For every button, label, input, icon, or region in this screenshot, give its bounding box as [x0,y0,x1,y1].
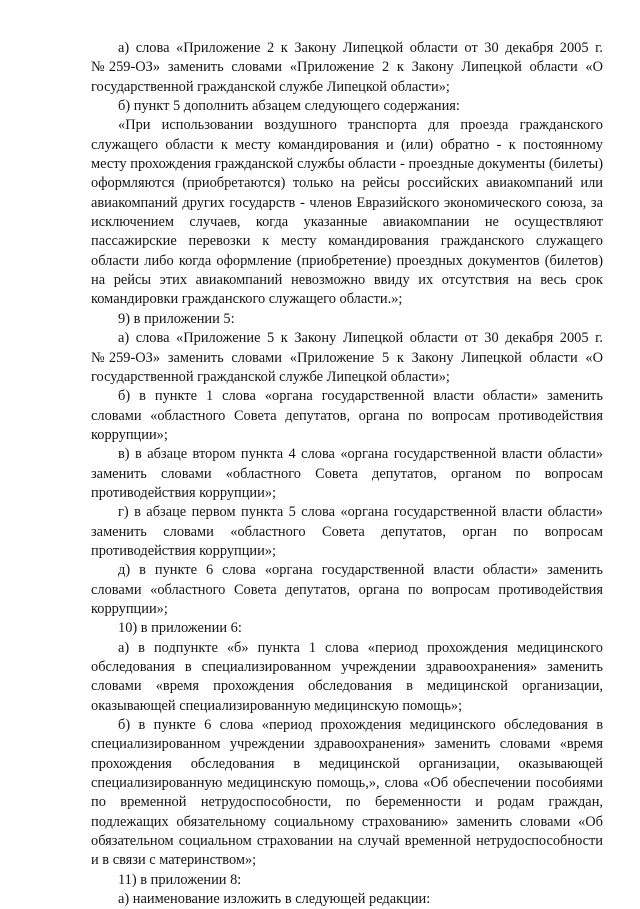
paragraph-appendix-8-heading: 11) в приложении 8: [118,871,242,888]
paragraph-appendix-5-item-1: б) в пункте 1 слова «органа государственной власти области» заменить словами «областного Совета депутатов, органа по вопросам противодействия коррупции»; [91,388,603,443]
paragraph-appendix-5-item-5: г) в абзаце первом пункта 5 слова «органа государственной власти области» заменить словами «областного Совета депутатов, орган по вопросам противодействия коррупции»; [91,504,603,559]
paragraph-appendix-8-name: а) наименование изложить в следующей редакции: [118,891,431,908]
paragraph-appendix-5-heading: 9) в приложении 5: [118,310,235,327]
paragraph-appendix-6-item-6: б) в пункте 6 слова «период прохождения медицинского обследования в специализированном учреждении здравоохранения» заменить словами «время прохождения обследования в медицинской организации, оказывающей специализированную медицинскую помощь,», слова «Об обеспечении пособиями по временной нетрудоспособности, по беременности и родам граждан, подлежащих обязательному социальному страхованию» заменить словами «Об обязательном социальном страховании на случай временной нетрудоспособности и в связи с материнством»; [91,717,603,869]
paragraph-amend-appendix-2-title: а) слова «Приложение 2 к Закону Липецкой области от 30 декабря 2005 г. №259-ОЗ» заменить словами «Приложение 2 к Закону Липецкой области «О государственной гражданской службе Липецкой области»; [91,40,603,95]
document-body [91,39,603,909]
paragraph-appendix-5-item-4: в) в абзаце втором пункта 4 слова «органа государственной власти области» заменить словами «областного Совета депутатов, органом по вопросам противодействия коррупции»; [91,446,603,501]
paragraph-item-5-addition: б) пункт 5 дополнить абзацем следующего содержания: [118,98,460,115]
paragraph-appendix-6-item-1b: а) в подпункте «б» пункта 1 слова «период прохождения медицинского обследования в специализированном учреждении здравоохранения» заменить словами «время прохождения обследования в медицинской организации, оказывающей специализированную медицинскую помощь»; [91,639,603,714]
paragraph-amend-appendix-5-title: а) слова «Приложение 5 к Закону Липецкой области от 30 декабря 2005 г. №259-ОЗ» заменить словами «Приложение 5 к Закону Липецкой области «О государственной гражданской службе Липецкой области»; [91,330,603,385]
paragraph-air-transport-rule: «При использовании воздушного транспорта для проезда гражданского служащего области к месту командирования и (или) обратно - к постоянному месту прохождения гражданской службы области - проездные документы (билеты) оформляются (приобретаются) только на рейсы российских авиакомпаний или авиакомпаний других государств - членов Евразийского экономического союза, за исключением случаев, когда указанные авиакомпании не осуществляют пассажирские перевозки к месту командирования гражданского служащего области либо когда оформление (приобретение) проездных документов (билетов) на рейсы этих авиакомпаний невозможно ввиду их отсутствия на весь срок командировки гражданского служащего области.»; [91,117,603,308]
paragraph-appendix-5-item-6: д) в пункте 6 слова «органа государственной власти области» заменить словами «областного Совета депутатов, органа по вопросам противодействия коррупции»; [91,562,603,617]
paragraph-appendix-6-heading: 10) в приложении 6: [118,620,242,637]
